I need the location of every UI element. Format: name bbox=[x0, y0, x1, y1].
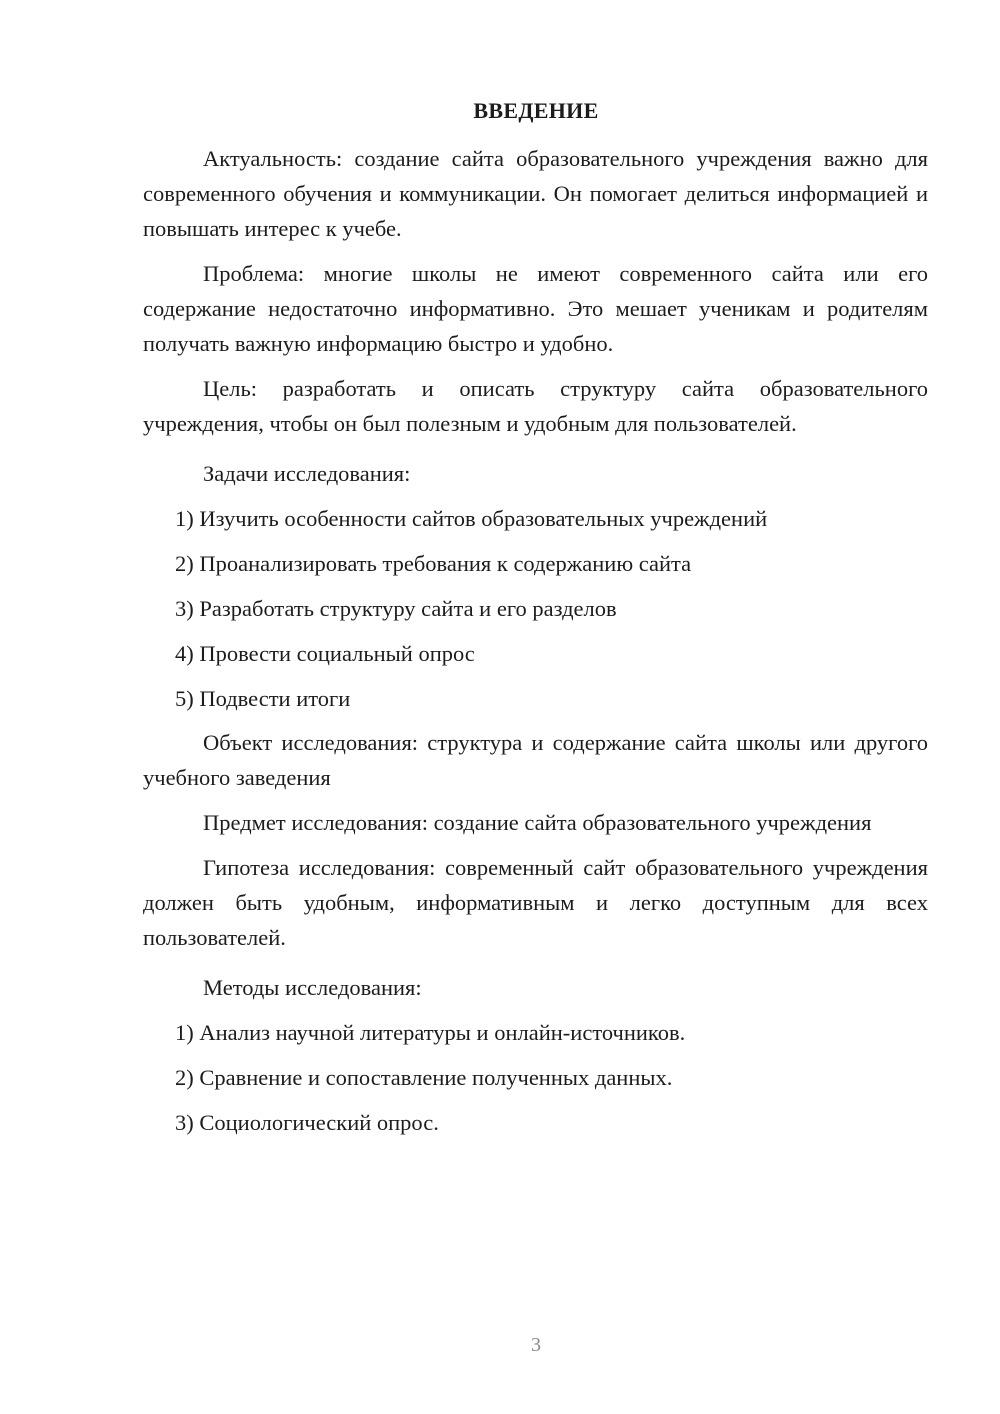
list-item-method-3: 3) Социологический опрос. bbox=[175, 1110, 439, 1135]
list-item-task-5: 5) Подвести итоги bbox=[175, 686, 351, 711]
paragraph-problem: Проблема: многие школы не имеют современного сайта или его содержание недостаточно информативно. Это мешает ученикам и родителям получать важную информацию быстро и удобно. bbox=[143, 261, 928, 356]
methods-heading: Методы исследования: bbox=[203, 975, 422, 1000]
list-item-task-3: 3) Разработать структуру сайта и его разделов bbox=[175, 596, 617, 621]
page-title: ВВЕДЕНИЕ bbox=[473, 98, 599, 123]
document-body bbox=[143, 141, 928, 1145]
methods-list bbox=[143, 1010, 928, 1145]
paragraph-object: Объект исследования: структура и содержание сайта школы или другого учебного заведения bbox=[143, 730, 928, 790]
list-item-task-4: 4) Провести социальный опрос bbox=[175, 641, 475, 666]
paragraph-subject: Предмет исследования: создание сайта образовательного учреждения bbox=[203, 810, 872, 835]
paragraph-hypothesis: Гипотеза исследования: современный сайт образовательного учреждения должен быть удобным, информативным и легко доступным для всех пользователей. bbox=[143, 855, 928, 950]
list-item-task-2: 2) Проанализировать требования к содержанию сайта bbox=[175, 551, 692, 576]
tasks-heading: Задачи исследования: bbox=[203, 461, 411, 486]
page-number: 3 bbox=[531, 1334, 541, 1356]
paragraph-relevance: Актуальность: создание сайта образовательного учреждения важно для современного обучения и коммуникации. Он помогает делиться информацией и повышать интерес к учебе. bbox=[143, 146, 928, 241]
list-item-task-1: 1) Изучить особенности сайтов образовательных учреждений bbox=[175, 506, 768, 531]
paragraph-goal: Цель: разработать и описать структуру сайта образовательного учреждения, чтобы он был полезным и удобным для пользователей. bbox=[143, 376, 928, 436]
tasks-list bbox=[143, 496, 928, 721]
list-item-method-2: 2) Сравнение и сопоставление полученных данных. bbox=[175, 1065, 673, 1090]
list-item-method-1: 1) Анализ научной литературы и онлайн-источников. bbox=[175, 1020, 686, 1045]
